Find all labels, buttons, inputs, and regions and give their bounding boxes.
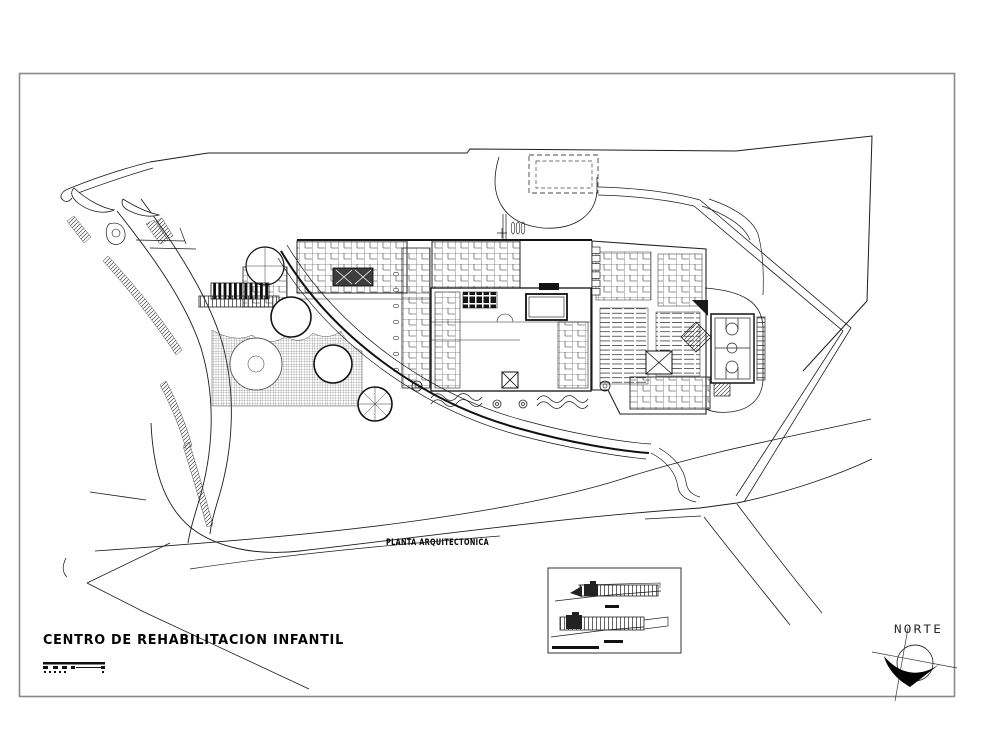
stair-core bbox=[333, 268, 373, 286]
central-block bbox=[431, 283, 591, 391]
colonnade bbox=[199, 296, 279, 307]
water-features bbox=[431, 394, 588, 409]
median-stripe-ribbons bbox=[67, 216, 213, 527]
elevation-inset bbox=[548, 568, 681, 653]
north-label: NORTE bbox=[894, 622, 943, 636]
plaza-crosshatch bbox=[212, 297, 392, 421]
basketball-court bbox=[711, 314, 765, 383]
sheet-title: CENTRO DE REHABILITACION INFANTIL bbox=[43, 632, 344, 648]
future-area-dashed bbox=[495, 155, 700, 240]
elevation-label-bar bbox=[605, 605, 619, 608]
plan-caption: PLANTA ARQUITECTONICA bbox=[386, 538, 489, 548]
graphic-scale-bar bbox=[43, 662, 105, 673]
dark-grid-skylight bbox=[463, 292, 497, 308]
bleachers bbox=[757, 317, 765, 380]
pavilion-circle bbox=[271, 297, 311, 337]
elevation-label-bar bbox=[604, 640, 623, 643]
north-compass-icon bbox=[872, 622, 957, 701]
west-wing bbox=[199, 247, 287, 307]
pavilion-circle bbox=[314, 345, 352, 383]
parking-stalls bbox=[600, 308, 648, 384]
entry-canopy bbox=[539, 283, 559, 290]
pool bbox=[526, 294, 567, 320]
west-road bbox=[72, 188, 232, 543]
inset-scale-bar bbox=[552, 646, 599, 649]
